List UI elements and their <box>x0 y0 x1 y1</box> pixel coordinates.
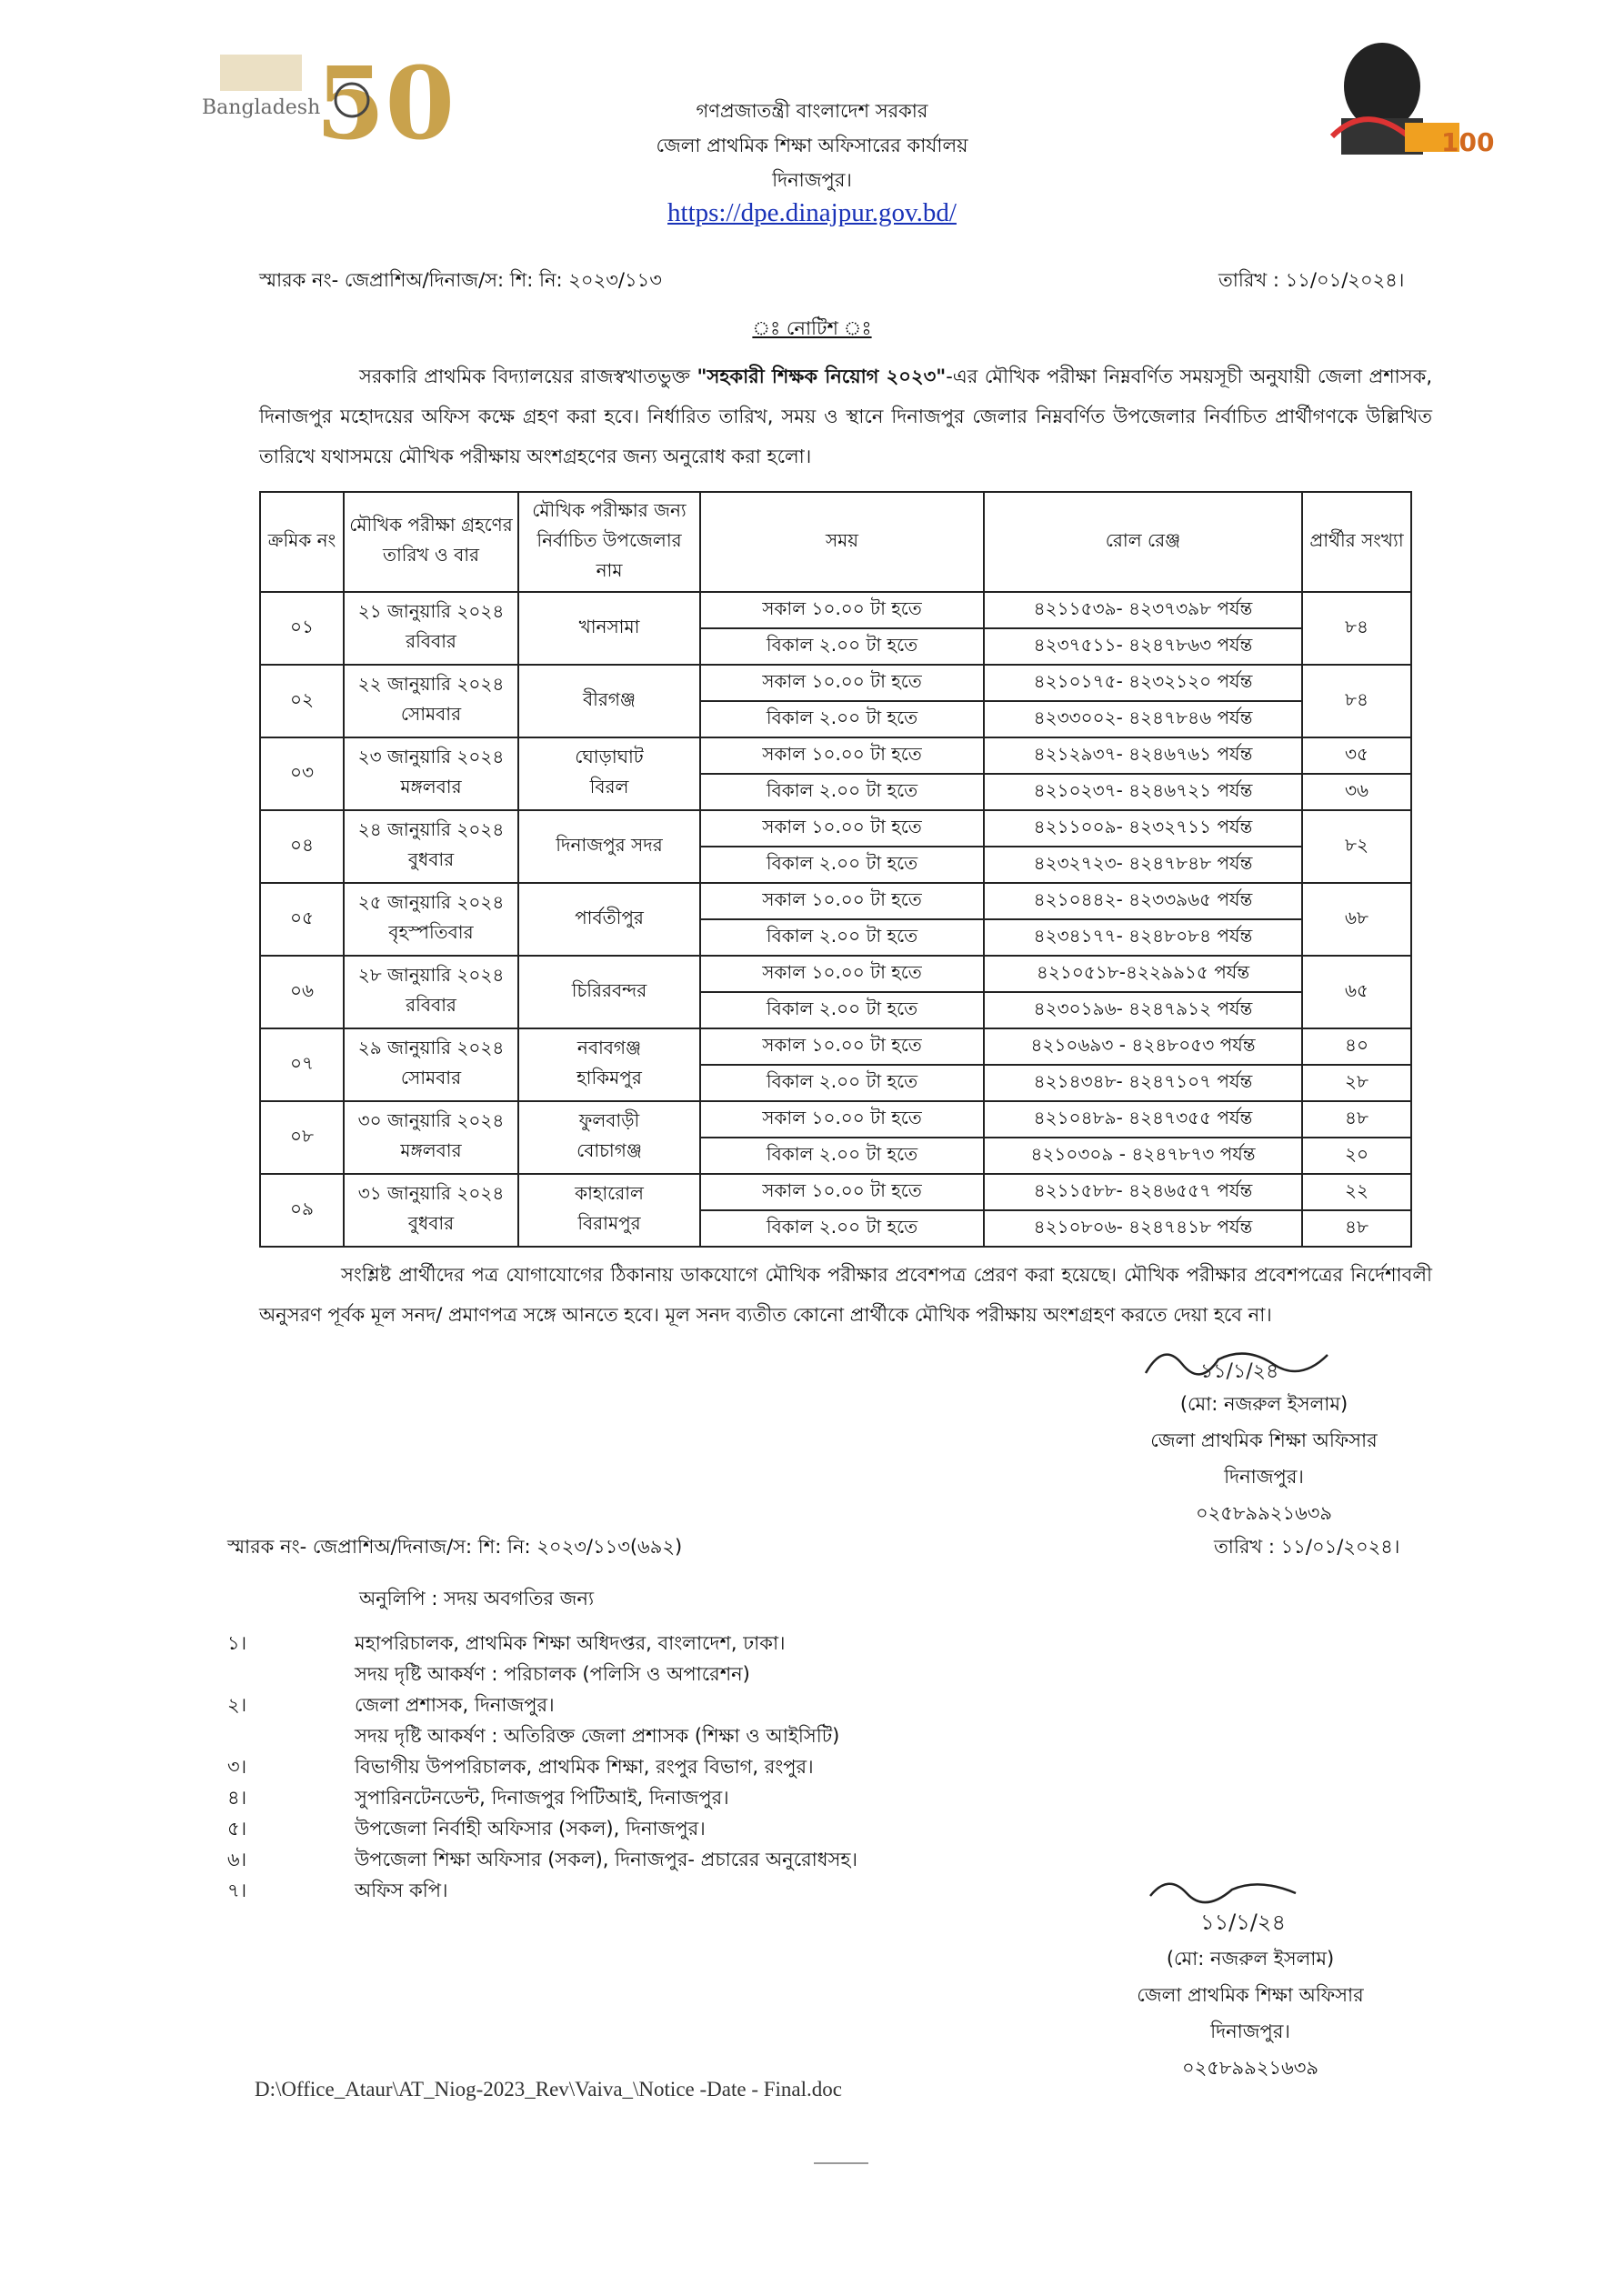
signature-2 <box>1114 1873 1387 2086</box>
cell-upazila: দিনাজপুর সদর <box>518 810 700 883</box>
cell-date: ৩১ জানুয়ারি ২০২৪ বুধবার <box>344 1174 518 1247</box>
cell-upazila: নবাবগঞ্জ হাকিমপুর <box>518 1028 700 1101</box>
logo-left-text: Bangladesh <box>202 96 321 119</box>
cell-time: সকাল ১০.০০ টা হতে <box>700 665 984 701</box>
list-item-text: উপজেলা শিক্ষা অফিসার (সকল), দিনাজপুর- প্রচারের অনুরোধসহ। <box>355 1849 857 1870</box>
list-item <box>227 1875 1137 1906</box>
table-row <box>260 883 1411 919</box>
cell-roll: ৪২১০১৭৫- ৪২৩২১২০ পর্যন্ত <box>984 665 1302 701</box>
list-item-number: ৪। <box>227 1787 247 1809</box>
signature-2-phone: ০২৫৮৯৯২১৬৩৯ <box>1181 2057 1319 2079</box>
header-roll: রোল রেঞ্জ <box>984 492 1302 592</box>
logo-left-number: 50 <box>316 45 456 162</box>
cell-time: বিকাল ২.০০ টা হতে <box>700 628 984 665</box>
cell-roll: ৪২১০৮০৬- ৪২৪৭৪১৮ পর্যন্ত <box>984 1210 1302 1247</box>
list-item-number: ১। <box>227 1632 247 1654</box>
cell-count: ৩৫ <box>1302 737 1411 774</box>
cell-count: ৮৪ <box>1302 592 1411 665</box>
list-item <box>227 1813 1137 1844</box>
cell-serial: ০৬ <box>260 956 344 1028</box>
table-row <box>260 810 1411 847</box>
cell-time: বিকাল ২.০০ টা হতে <box>700 1138 984 1174</box>
header-url-link[interactable]: https://dpe.dinajpur.gov.bd/ <box>667 198 957 227</box>
cell-roll: ৪২১১০০৯- ৪২৩২৭১১ পর্যন্ত <box>984 810 1302 847</box>
list-item <box>227 1751 1137 1782</box>
list-item-text: মহাপরিচালক, প্রাথমিক শিক্ষা অধিদপ্তর, বাংলাদেশ, ঢাকা। <box>355 1632 786 1654</box>
table-header-row <box>260 492 1411 592</box>
cell-time: সকাল ১০.০০ টা হতে <box>700 810 984 847</box>
table-row <box>260 1028 1411 1065</box>
list-item-text: সুপারিনটেনডেন্ট, দিনাজপুর পিটিআই, দিনাজপুর। <box>355 1787 729 1809</box>
list-item-text: অফিস কপি। <box>355 1880 448 1901</box>
cell-upazila: ঘোড়াঘাট বিরল <box>518 737 700 810</box>
intro-paragraph: সরকারি প্রাথমিক বিদ্যালয়ের রাজস্বখাতভুক্ত "সহকারী শিক্ষক নিয়োগ ২০২৩"-এর মৌখিক পরীক্ষা নিম্নবর্ণিত সময়সূচী অনুযায়ী জেলা প্রশাসক, দিনাজপুর মহোদয়ের অফিস কক্ষে গ্রহণ করা হবে। নির্ধারিত তারিখ, সময় ও স্থানে দিনাজপুর জেলার নিম্নবর্ণিত উপজেলার নির্বাচিত প্রার্থীগণকে উল্লিখিত তারিখে যথাসময়ে মৌখিক পরীক্ষায় অংশগ্রহণের জন্য অনুরোধ করা হলো। <box>259 366 1432 467</box>
cell-time: বিকাল ২.০০ টা হতে <box>700 919 984 956</box>
cell-date: ২১ জানুয়ারি ২০২৪ রবিবার <box>344 592 518 665</box>
list-item-subtext: সদয় দৃষ্টি আকর্ষণ : অতিরিক্ত জেলা প্রশাসক (শিক্ষা ও আইসিটি) <box>355 1725 840 1747</box>
memo-number: স্মারক নং- জেপ্রাশিঅ/দিনাজ/স: শি: নি: ২০২৩/১১৩ <box>259 269 662 291</box>
cell-roll: ৪২১৪৩৪৮- ৪২৪৭১০৭ পর্যন্ত <box>984 1065 1302 1101</box>
list-item-number: ৭। <box>227 1880 247 1901</box>
cell-serial: ০৪ <box>260 810 344 883</box>
cell-serial: ০৮ <box>260 1101 344 1174</box>
header-line-2: জেলা প্রাথমিক শিক্ষা অফিসারের কার্যালয় <box>656 135 968 156</box>
cell-time: সকাল ১০.০০ টা হতে <box>700 1174 984 1210</box>
cell-count: ২২ <box>1302 1174 1411 1210</box>
table-row <box>260 1174 1411 1210</box>
list-item <box>227 1844 1137 1875</box>
cell-date: ৩০ জানুয়ারি ২০২৪ মঙ্গলবার <box>344 1101 518 1174</box>
cell-count: ২০ <box>1302 1138 1411 1174</box>
list-item-number: ৫। <box>227 1818 247 1840</box>
cell-roll: ৪২৩৭৫১১- ৪২৪৭৮৬৩ পর্যন্ত <box>984 628 1302 665</box>
cell-serial: ০৩ <box>260 737 344 810</box>
signature-1 <box>1128 1337 1400 1531</box>
cell-time: সকাল ১০.০০ টা হতে <box>700 737 984 774</box>
header-time: সময় <box>700 492 984 592</box>
header-date: মৌখিক পরীক্ষা গ্রহণের তারিখ ও বার <box>344 492 518 592</box>
cell-count: ৪৮ <box>1302 1101 1411 1138</box>
cell-count: ৪৮ <box>1302 1210 1411 1247</box>
cell-time: সকাল ১০.০০ টা হতে <box>700 883 984 919</box>
cell-count: ৩৬ <box>1302 774 1411 810</box>
cell-count: ৬৫ <box>1302 956 1411 1028</box>
header-line-1: গণপ্রজাতন্ত্রী বাংলাদেশ সরকার <box>696 100 928 122</box>
copy-heading: অনুলিপি : সদয় অবগতির জন্য <box>359 1588 595 1609</box>
header-upazila: মৌখিক পরীক্ষার জন্য নির্বাচিত উপজেলার নাম <box>518 492 700 592</box>
memo-2-number: স্মারক নং- জেপ্রাশিঅ/দিনাজ/স: শি: নি: ২০২৩/১১৩(৬৯২) <box>227 1536 683 1558</box>
signature-1-place: দিনাজপুর। <box>1224 1466 1304 1488</box>
header-url-wrap <box>0 198 1624 228</box>
schedule-table <box>259 491 1412 1248</box>
cell-time: বিকাল ২.০০ টা হতে <box>700 1210 984 1247</box>
logo-right-number: 100 <box>1441 127 1495 157</box>
memo-2-date: তারিখ : ১১/০১/২০২৪। <box>1214 1536 1400 1558</box>
closing-paragraph: সংশ্লিষ্ট প্রার্থীদের পত্র যোগাযোগের ঠিকানায় ডাকযোগে মৌখিক পরীক্ষার প্রবেশপত্র প্রেরণ করা হয়েছে। মৌখিক পরীক্ষার প্রবেশপত্রের নির্দেশাবলী অনুসরণ পূর্বক মূল সনদ/ প্রমাণপত্র সঙ্গে আনতে হবে। মূল সনদ ব্যতীত কোনো প্রার্থীকে মৌখিক পরীক্ষায় অংশগ্রহণ করতে দেয়া হবে না। <box>259 1264 1432 1326</box>
cell-count: ২৮ <box>1302 1065 1411 1101</box>
header-count: প্রার্থীর সংখ্যা <box>1302 492 1411 592</box>
cell-roll: ৪২১০২৩৭- ৪২৪৬৭২১ পর্যন্ত <box>984 774 1302 810</box>
cell-serial: ০৭ <box>260 1028 344 1101</box>
list-item-text: জেলা প্রশাসক, দিনাজপুর। <box>355 1694 555 1716</box>
table-row <box>260 737 1411 774</box>
signature-2-scrawl <box>1114 1873 1387 1937</box>
table-row <box>260 956 1411 992</box>
cell-upazila: ফুলবাড়ী বোচাগঞ্জ <box>518 1101 700 1174</box>
cell-roll: ৪২৩৪১৭৭- ৪২৪৮০৮৪ পর্যন্ত <box>984 919 1302 956</box>
cell-roll: ৪২১০৪৪২- ৪২৩৩৯৬৫ পর্যন্ত <box>984 883 1302 919</box>
cell-time: বিকাল ২.০০ টা হতে <box>700 701 984 737</box>
signature-1-designation: জেলা প্রাথমিক শিক্ষা অফিসার <box>1150 1429 1378 1451</box>
cell-roll: ৪২১০৪৮৯- ৪২৪৭৩৫৫ পর্যন্ত <box>984 1101 1302 1138</box>
cell-roll: ৪২১০৫১৮-৪২২৯৯১৫ পর্যন্ত <box>984 956 1302 992</box>
cell-time: বিকাল ২.০০ টা হতে <box>700 992 984 1028</box>
cell-time: বিকাল ২.০০ টা হতে <box>700 1065 984 1101</box>
cell-upazila: খানসামা <box>518 592 700 665</box>
list-item <box>227 1628 1137 1689</box>
signature-2-designation: জেলা প্রাথমিক শিক্ষা অফিসার <box>1137 1984 1364 2006</box>
cell-date: ২৮ জানুয়ারি ২০২৪ রবিবার <box>344 956 518 1028</box>
cell-count: ৬৮ <box>1302 883 1411 956</box>
signature-2-date: ১১/১/২৪ <box>1200 1910 1287 1935</box>
cell-roll: ৪২১০৬৯৩ - ৪২৪৮০৫৩ পর্যন্ত <box>984 1028 1302 1065</box>
cell-time: বিকাল ২.০০ টা হতে <box>700 774 984 810</box>
cell-count: ৮৪ <box>1302 665 1411 737</box>
list-item-subtext: সদয় দৃষ্টি আকর্ষণ : পরিচালক (পলিসি ও অপারেশন) <box>355 1663 750 1685</box>
footer-file-path: D:\Office_Ataur\AT_Niog-2023_Rev\Vaiva_\Notice -Date - Final.doc <box>255 2078 842 2100</box>
header-line-3: দিনাজপুর। <box>772 169 852 191</box>
cell-roll: ৪২১১৫৩৯- ৪২৩৭৩৯৮ পর্যন্ত <box>984 592 1302 628</box>
cell-time: সকাল ১০.০০ টা হতে <box>700 1028 984 1065</box>
cell-time: বিকাল ২.০০ টা হতে <box>700 847 984 883</box>
cell-count: ৪০ <box>1302 1028 1411 1065</box>
table-row <box>260 1101 1411 1138</box>
schedule-table-wrap <box>259 491 1412 1248</box>
cell-count: ৮২ <box>1302 810 1411 883</box>
notice-title: ঃ নোটিশ ঃ <box>752 317 872 339</box>
table-row <box>260 592 1411 628</box>
list-item-number: ৩। <box>227 1756 247 1778</box>
cell-serial: ০২ <box>260 665 344 737</box>
cell-roll: ৪২৩৩০০২- ৪২৪৭৮৪৬ পর্যন্ত <box>984 701 1302 737</box>
signature-1-name: (মো: নজরুল ইসলাম) <box>1179 1393 1348 1415</box>
cell-upazila: পার্বতীপুর <box>518 883 700 956</box>
cell-time: সকাল ১০.০০ টা হতে <box>700 956 984 992</box>
signature-1-phone: ০২৫৮৯৯২১৬৩৯ <box>1195 1502 1333 1524</box>
memo-date: তারিখ : ১১/০১/২০২৪। <box>1218 269 1405 291</box>
cell-time: সকাল ১০.০০ টা হতে <box>700 1101 984 1138</box>
cell-upazila: চিরিরবন্দর <box>518 956 700 1028</box>
cell-upazila: কাহারোল বিরামপুর <box>518 1174 700 1247</box>
cell-serial: ০১ <box>260 592 344 665</box>
list-item <box>227 1782 1137 1813</box>
table-row <box>260 665 1411 701</box>
signature-1-scrawl <box>1128 1337 1400 1382</box>
cell-roll: ৪২৩২৭২৩- ৪২৪৭৮৪৮ পর্যন্ত <box>984 847 1302 883</box>
signature-2-place: দিনাজপুর। <box>1210 2020 1290 2042</box>
signature-2-name: (মো: নজরুল ইসলাম) <box>1166 1948 1335 1970</box>
cell-time: সকাল ১০.০০ টা হতে <box>700 592 984 628</box>
cell-serial: ০৯ <box>260 1174 344 1247</box>
cell-date: ২২ জানুয়ারি ২০২৪ সোমবার <box>344 665 518 737</box>
copy-list <box>227 1628 1137 1906</box>
signature-1-date: ১১/১/২৪ <box>1200 1360 1279 1383</box>
cell-date: ২৯ জানুয়ারি ২০২৪ সোমবার <box>344 1028 518 1101</box>
cell-roll: ৪২১২৯৩৭- ৪২৪৬৭৬১ পর্যন্ত <box>984 737 1302 774</box>
cell-date: ২৩ জানুয়ারি ২০২৪ মঙ্গলবার <box>344 737 518 810</box>
header-serial: ক্রমিক নং <box>260 492 344 592</box>
cell-roll: ৪২৩০১৯৬- ৪২৪৭৯১২ পর্যন্ত <box>984 992 1302 1028</box>
cell-date: ২৫ জানুয়ারি ২০২৪ বৃহস্পতিবার <box>344 883 518 956</box>
list-item-text: উপজেলা নির্বাহী অফিসার (সকল), দিনাজপুর। <box>355 1818 706 1840</box>
list-item <box>227 1689 1137 1751</box>
list-item-number: ২। <box>227 1694 247 1716</box>
cell-upazila: বীরগঞ্জ <box>518 665 700 737</box>
cell-roll: ৪২১১৫৮৮- ৪২৪৬৫৫৭ পর্যন্ত <box>984 1174 1302 1210</box>
footer-divider <box>814 2162 868 2164</box>
cell-roll: ৪২১০৩০৯ - ৪২৪৭৮৭৩ পর্যন্ত <box>984 1138 1302 1174</box>
notice-subject: "সহকারী শিক্ষক নিয়োগ ২০২৩" <box>697 366 947 387</box>
cell-date: ২৪ জানুয়ারি ২০২৪ বুধবার <box>344 810 518 883</box>
cell-serial: ০৫ <box>260 883 344 956</box>
list-item-text: বিভাগীয় উপপরিচালক, প্রাথমিক শিক্ষা, রংপুর বিভাগ, রংপুর। <box>355 1756 814 1778</box>
list-item-number: ৬। <box>227 1849 247 1870</box>
